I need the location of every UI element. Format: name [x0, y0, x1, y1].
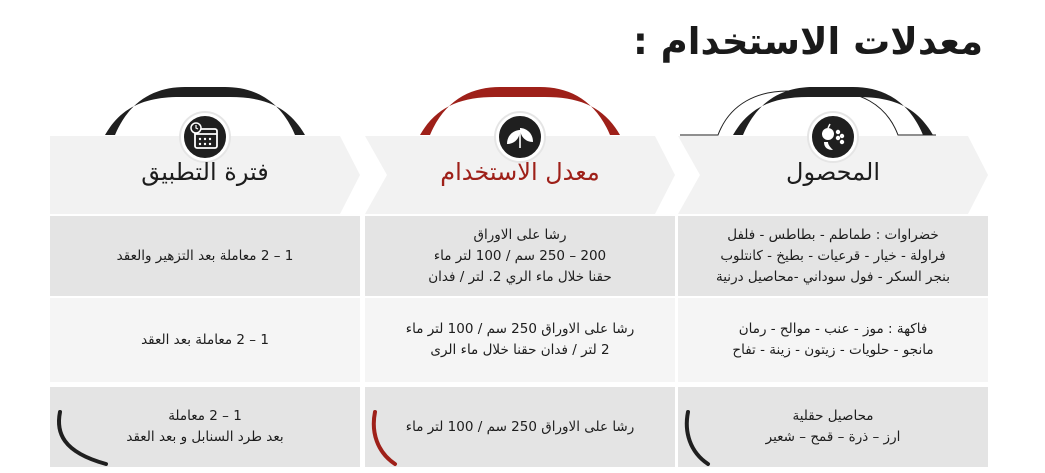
header-label: فترة التطبيق	[141, 158, 269, 186]
rate-row-3	[365, 387, 675, 467]
row-line: بعد طرد السنابل و بعد العقد	[126, 429, 284, 445]
row-line: 200 – 250 سم / 100 لتر ماء	[433, 247, 607, 264]
column-crop	[678, 0, 1018, 473]
row-line: خضراوات : طماطم - بطاطس - فلفل	[727, 226, 939, 243]
row-line: محاصيل حقلية	[792, 408, 874, 424]
fruit-basket-icon	[809, 113, 857, 161]
corner-arc	[50, 408, 120, 468]
rate-row-1	[365, 216, 675, 296]
row-line: ارز – ذرة – قمح – شعير	[765, 429, 901, 445]
row-line: رشا على الاوراق	[473, 226, 567, 243]
leaves-icon	[496, 113, 544, 161]
row-line: رشا على الاوراق 250 سم / 100 لتر ماء	[405, 418, 635, 435]
row-line: فراولة - خيار - قرعيات - بطيخ - كانتلوب	[720, 247, 946, 264]
row-line: مانجو - حلويات - زيتون - زينة - تفاح	[732, 342, 934, 358]
row-line: 2 لتر / فدان حقنا خلال ماء الرى	[430, 342, 610, 358]
header-label: المحصول	[786, 158, 880, 186]
crop-row-fruits	[678, 298, 988, 382]
column-period	[50, 0, 390, 473]
crop-row-field-crops	[678, 387, 988, 467]
crop-row-vegetables	[678, 216, 988, 296]
row-line: فاكهة : موز - عنب - موالح - رمان	[738, 321, 928, 337]
row-line: 1 – 2 معاملة بعد العقد	[141, 331, 269, 348]
column-rate	[365, 0, 705, 473]
header-label: معدل الاستخدام	[440, 158, 600, 186]
period-row-2	[50, 298, 360, 382]
rate-row-2	[365, 298, 675, 382]
calendar-clock-icon	[181, 113, 229, 161]
row-line: بنجر السكر - فول سوداني -محاصيل درنية	[716, 268, 951, 285]
period-row-1	[50, 216, 360, 296]
page-title: معدلات الاستخدام :	[632, 20, 983, 63]
row-line: حقنا خلال ماء الري 2. لتر / فدان	[428, 268, 612, 285]
row-line: 1 – 2 معاملة بعد التزهير والعقد	[116, 247, 294, 264]
row-line: 1 – 2 معاملة	[168, 408, 242, 424]
row-line: رشا على الاوراق 250 سم / 100 لتر ماء	[405, 321, 635, 337]
